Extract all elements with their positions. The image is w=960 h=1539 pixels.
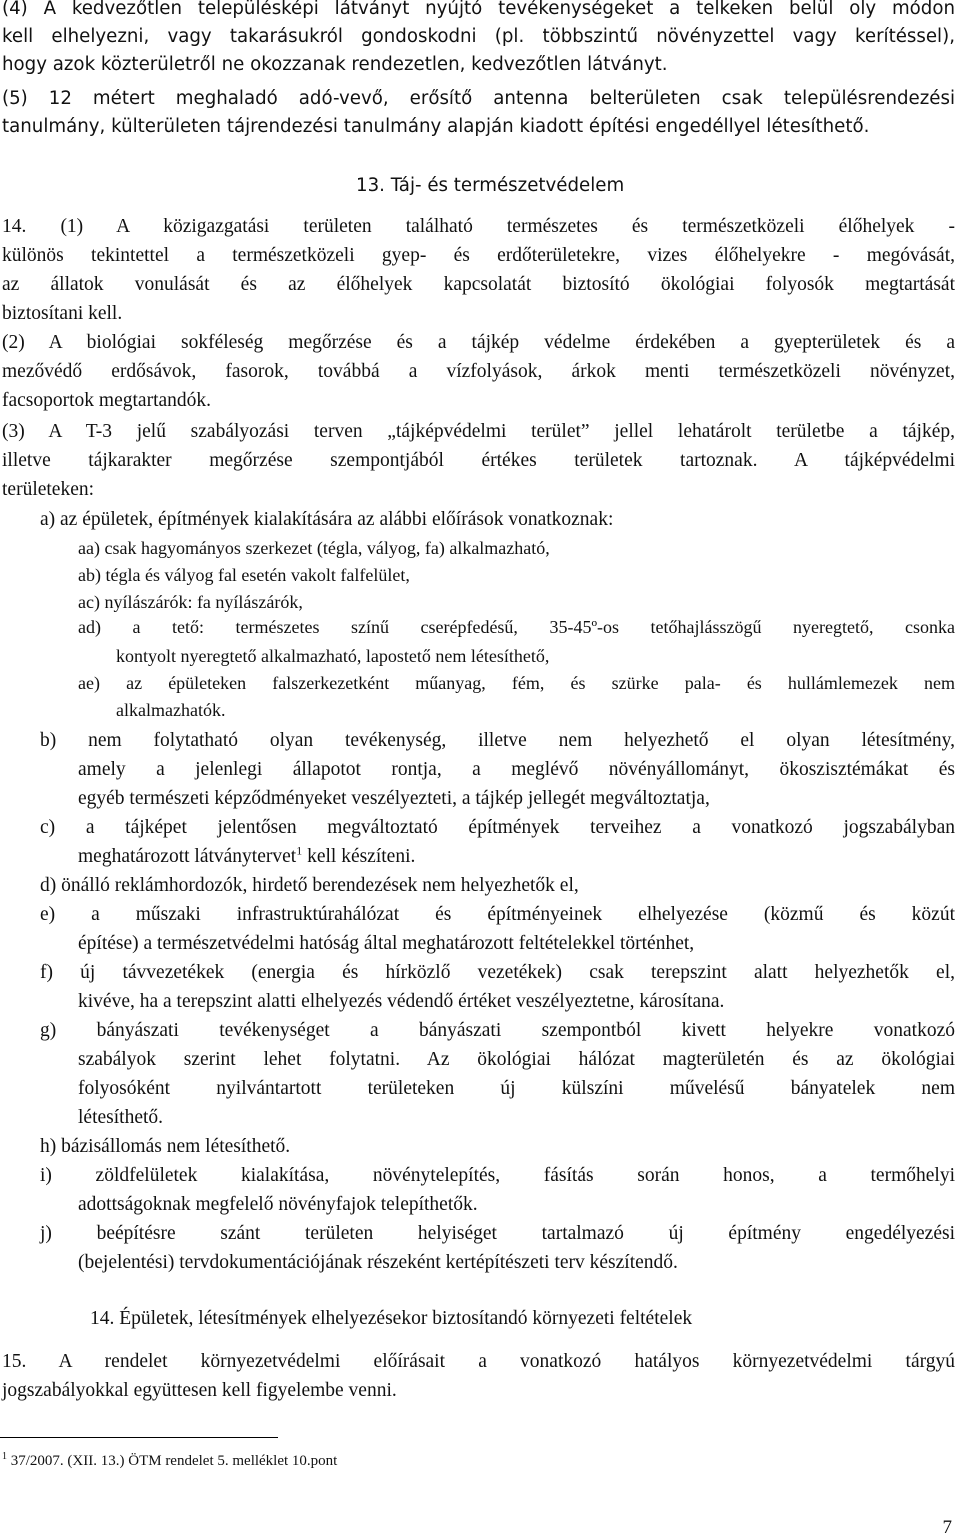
item-ab: ab) tégla és vályog fal esetén vakolt falfelület, [78, 565, 410, 585]
item-ac: ac) nyílászárók: fa nyílászárók, [78, 592, 303, 612]
item-f-line-1: f) új távvezetékek (energia és hírközlő vezetékek) csak terepszint alatt helyezhetők el, [40, 962, 955, 983]
paragraph-4-line-2: kell elhelyezni, vagy takarásukról gondoskodni (pl. többszintű növényzettel vagy kerítéssel), [2, 26, 955, 47]
item-e-line-2: építése) a természetvédelmi hatóság által meghatározott feltételekkel történhet, [78, 933, 695, 954]
item-h: h) bázisállomás nem létesíthető. [40, 1136, 291, 1157]
item-g-line-1: g) bányászati tevékenységet a bányászati szempontból kivett helyekre vonatkozó [40, 1020, 955, 1041]
section-14-line-1: 14. (1) A közigazgatási területen található természetes és természetközeli élőhelyek - [2, 216, 955, 237]
item-c-text-end: kell készíteni. [302, 846, 416, 867]
item-c-line-2 [78, 845, 415, 869]
item-c-line-1: c) a tájképet jelentősen megváltoztató építmények terveihez a vonatkozó jogszabályban [40, 817, 955, 838]
section-14-line-3: az állatok vonulását és az élőhelyek kapcsolatát biztosító ökológiai folyosók megtartását [2, 274, 955, 295]
paragraph-3-line-3: területeken: [2, 479, 95, 500]
item-aa: aa) csak hagyományos szerkezet (tégla, vályog, fa) alkalmazható, [78, 538, 550, 558]
paragraph-4-line-3: hogy azok közterületről ne okozzanak rendezetlen, kedvezőtlen látványt. [2, 54, 668, 75]
item-g-line-4: létesíthető. [78, 1107, 164, 1128]
item-e-line-1: e) a műszaki infrastruktúrahálózat és építményeinek elhelyezése (közmű és közút [40, 904, 955, 925]
item-a: a) az épületek, építmények kialakítására az alábbi előírások vonatkoznak: [40, 509, 614, 530]
item-g-line-2: szabályok szerint lehet folytatni. Az ökológiai hálózat magterületén és az ökológiai [78, 1049, 955, 1070]
section-15-line-1: 15. A rendelet környezetvédelmi előírásait a vonatkozó hatályos környezetvédelmi tárgyú [2, 1351, 955, 1372]
paragraph-2-line-3: facsoportok megtartandók. [2, 390, 212, 411]
paragraph-2-line-2: mezővédő erdősávok, fasorok, továbbá a vízfolyások, árkok menti természetközeli növényzet, [2, 361, 955, 382]
item-b-line-2: amely a jelenlegi állapotot rontja, a meglévő növényállományt, ökoszisztémákat és [78, 759, 955, 780]
item-ad-line-2: kontyolt nyeregtető alkalmazható, lapostető nem létesíthető, [116, 646, 550, 666]
section-14-line-2: különös tekintettel a természetközeli gyep- és erdőterületekre, vizes élőhelyekre - megóvását, [2, 245, 955, 266]
paragraph-4-line-1: (4) A kedvezőtlen településképi látványt nyújtó tevékenységeket a telkeken belül oly módon [2, 0, 955, 19]
section-15-line-2: jogszabályokkal együttesen kell figyelembe venni. [2, 1380, 397, 1401]
item-f-line-2: kivéve, ha a terepszint alatti elhelyezés védendő értéket veszélyeztetne, károsítana. [78, 991, 725, 1012]
paragraph-3-line-2: illetve tájkarakter megőrzése szempontjából értékes területek tartoznak. A tájképvédelmi [2, 450, 955, 471]
section-14-line-4: biztosítani kell. [2, 303, 123, 324]
item-b-line-3: egyéb természeti képződményeket veszélyezteti, a tájkép jellegét megváltoztatja, [78, 788, 710, 809]
section-14-heading: 14. Épületek, létesítmények elhelyezésekor biztosítandó környezeti feltételek [90, 1308, 693, 1329]
paragraph-3-line-1: (3) A T-3 jelű szabályozási terven „tájképvédelmi terület” jellel lehatárolt területbe a tájkép, [2, 421, 955, 442]
footnote-reference: 1 [296, 843, 303, 858]
item-i-line-2: adottságoknak megfelelő növényfajok telepíthetők. [78, 1194, 478, 1215]
footnote [2, 1451, 337, 1471]
item-b-line-1: b) nem folytatható olyan tevékenység, illetve nem helyezhető el olyan létesítmény, [40, 730, 955, 751]
footnote-text: 37/2007. (XII. 13.) ÖTM rendelet 5. melléklet 10.pont [7, 1453, 338, 1469]
item-j-line-1: j) beépítésre szánt területen helyiséget tartalmazó új építmény engedélyezési [40, 1223, 955, 1244]
paragraph-5-line-1: (5) 12 métert meghaladó adó-vevő, erősítő antenna belterületen csak településrendezési [2, 88, 955, 109]
section-13-heading: 13. Táj- és természetvédelem [356, 175, 625, 196]
footnote-mark: 1 [2, 1451, 7, 1462]
item-ae-line-1: ae) az épületeken falszerkezetként műanyag, fém, és szürke pala- és hullámlemezek nem [78, 673, 955, 693]
paragraph-2-line-1: (2) A biológiai sokféleség megőrzése és a tájkép védelme érdekében a gyepterületek és a [2, 332, 955, 353]
item-j-line-2: (bejelentési) tervdokumentációjának részeként kertépítészeti terv készítendő. [78, 1252, 678, 1273]
item-ad-line-1: ad) a tető: természetes színű cserépfedésű, 35-45º-os tetőhajlásszögű nyeregtető, csonka [78, 617, 955, 637]
item-ae-line-2: alkalmazhatók. [116, 700, 226, 720]
item-i-line-1: i) zöldfelületek kialakítása, növénytelepítés, fásítás során honos, a termőhelyi [40, 1165, 955, 1186]
item-g-line-3: folyosóként nyilvántartott területeken új külszíni művelésű bányatelek nem [78, 1078, 955, 1099]
paragraph-5-line-2: tanulmány, külterületen tájrendezési tanulmány alapján kiadott építési engedéllyel létesíthető. [2, 116, 870, 137]
footnote-divider [0, 1437, 278, 1438]
item-c-text: meghatározott látványtervet [78, 846, 297, 867]
page-number: 7 [942, 1517, 952, 1538]
item-d: d) önálló reklámhordozók, hirdető berendezések nem helyezhetők el, [40, 875, 579, 896]
